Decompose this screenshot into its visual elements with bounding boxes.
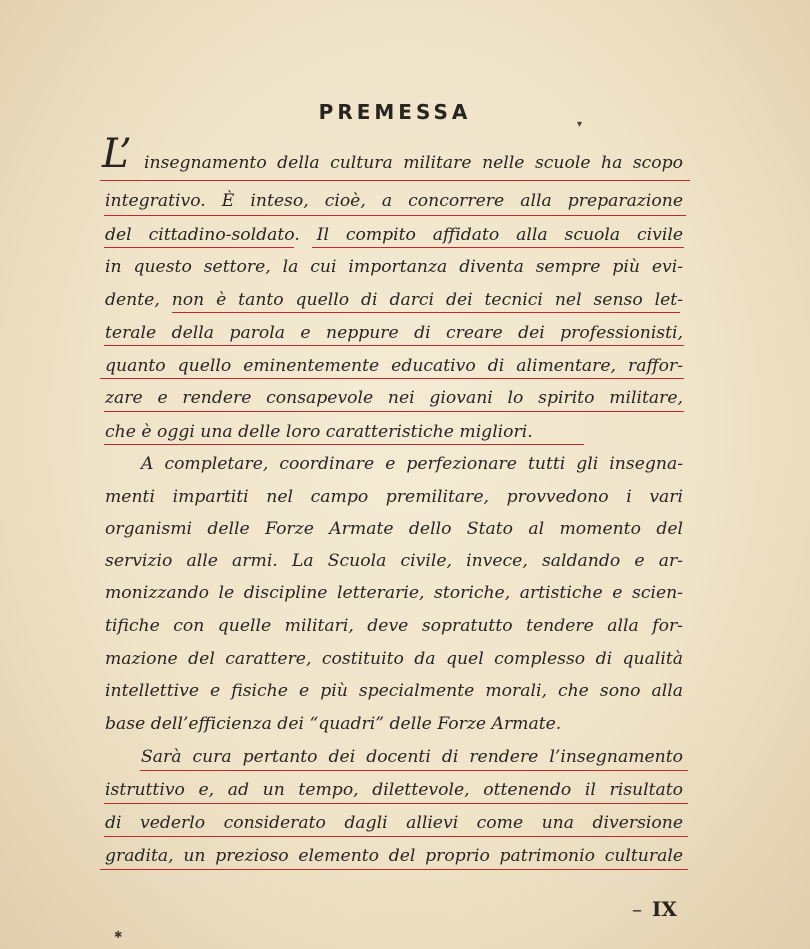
- red-underline: [104, 444, 584, 445]
- red-underline: [104, 411, 684, 412]
- text-line-7: quanto quello eminentemente educativo di alimentare, raffor-: [105, 356, 683, 376]
- text-line-19: Sarà cura pertanto dei docenti di rendere l’insegnamento: [141, 747, 683, 767]
- text-line-12: organismi delle Forze Armate dello Stato al momento del: [105, 519, 683, 539]
- text-line-20: istruttivo e, ad un tempo, dilettevole, ottenendo il risultato: [105, 780, 683, 800]
- red-underline: [100, 180, 690, 181]
- text-line-22: gradita, un prezioso elemento del proprio patrimonio culturale: [105, 846, 683, 866]
- red-underline: [104, 803, 688, 804]
- red-underline: [100, 869, 688, 870]
- drop-cap: L’: [102, 131, 132, 177]
- text-line-5: dente, non è tanto quello di darci dei tecnici nel senso let-: [105, 290, 683, 310]
- text-line-21: di vederlo considerato dagli allievi come una diversione: [105, 813, 683, 833]
- red-underline: [100, 378, 684, 379]
- page-dash: –: [632, 897, 642, 921]
- red-underline: [172, 312, 680, 313]
- red-underline: [104, 247, 294, 248]
- speck-mark: ▾: [577, 119, 583, 130]
- text-line-6: terale della parola e neppure di creare dei professionisti,: [105, 323, 683, 343]
- text-line-14: monizzando le discipline letterarie, storiche, artistiche e scien-: [105, 583, 683, 603]
- text-line-10: A completare, coordinare e perfezionare tutti gli insegna-: [141, 454, 683, 474]
- text-line-1: insegnamento della cultura militare nelle scuole ha scopo: [144, 153, 683, 173]
- text-line-11: menti impartiti nel campo premilitare, provvedono i vari: [105, 487, 683, 507]
- text-line-9: che è oggi una delle loro caratteristiche migliori.: [105, 422, 533, 442]
- text-line-15: tifiche con quelle militari, deve sopratutto tendere alla for-: [105, 616, 683, 636]
- page-title: PREMESSA: [318, 100, 472, 124]
- text-line-18: base dell’efficienza dei “quadri” delle Forze Armate.: [105, 714, 562, 734]
- page-number-value: IX: [652, 897, 677, 921]
- text-line-3: del cittadino-soldato. Il compito affidato alla scuola civile: [105, 225, 683, 245]
- text-line-16: mazione del carattere, costituito da quel complesso di qualità: [105, 649, 683, 669]
- page-number: [632, 897, 677, 921]
- red-underline: [312, 247, 684, 248]
- text-line-4: in questo settore, la cui importanza diventa sempre più evi-: [105, 257, 683, 277]
- text-line-13: servizio alle armi. La Scuola civile, invece, saldando e ar-: [105, 551, 683, 571]
- red-underline: [104, 836, 688, 837]
- red-underline: [104, 215, 686, 216]
- text-line-2: integrativo. È inteso, cioè, a concorrere alla preparazione: [105, 191, 683, 211]
- text-line-17: intellettive e fisiche e più specialmente morali, che sono alla: [105, 681, 683, 701]
- text-line-8: zare e rendere consapevole nei giovani lo spirito militare,: [105, 388, 683, 408]
- red-underline: [104, 345, 684, 346]
- speck-mark: ✱: [114, 930, 123, 941]
- red-underline: [140, 770, 688, 771]
